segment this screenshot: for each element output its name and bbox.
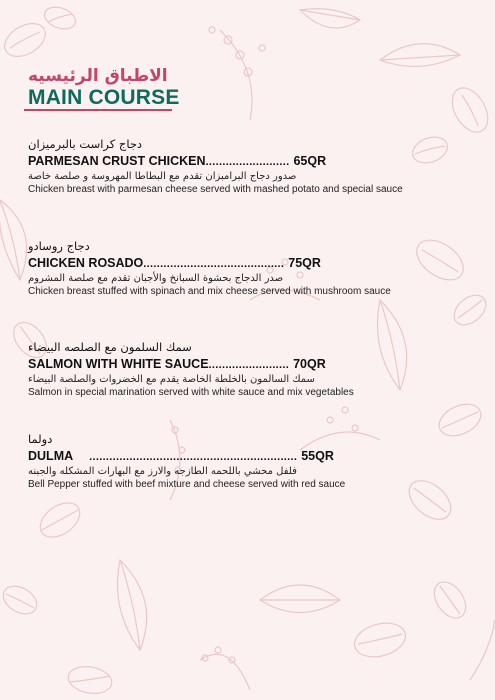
leader-dots: ........................ — [208, 359, 290, 371]
menu-item-parmesan-crust-chicken — [28, 136, 478, 197]
menu-item-dulma — [28, 431, 478, 492]
item-name: DULMA — [28, 449, 74, 463]
item-name: SALMON WITH WHITE SAUCE — [28, 357, 209, 371]
leader-dots: .............................................................. — [89, 451, 298, 463]
item-title-line — [28, 448, 478, 465]
item-name-arabic: سمك السلمون مع الصلصه البيضاء — [28, 340, 192, 354]
item-price: 75QR — [288, 256, 321, 270]
menu-item-salmon-white-sauce — [28, 339, 478, 400]
item-name-arabic: دولما — [28, 432, 53, 446]
item-name-arabic: دجاج روسادو — [28, 239, 90, 253]
item-name: PARMESAN CRUST CHICKEN — [28, 154, 206, 168]
item-title-line — [28, 153, 478, 170]
item-description: Bell Pepper stuffed with beef mixture and cheese served with red sauce — [28, 479, 346, 490]
item-description: Salmon in special marination served with white sauce and mix vegetables — [28, 387, 354, 398]
page-title: MAIN COURSE — [28, 86, 180, 109]
title-underline — [24, 109, 172, 111]
item-description-arabic: فلفل محشي باللحمه الطازجه والارز مع البهارات المشكله والجبنه — [28, 466, 297, 477]
item-description: Chicken breast with parmesan cheese served with mashed potato and special sauce — [28, 184, 403, 195]
leader-dots: .......................................... — [143, 258, 285, 270]
page-title-arabic: الاطباق الرئيسيه — [28, 66, 168, 86]
item-price: 55QR — [301, 449, 334, 463]
item-description: Chicken breast stuffed with spinach and mix cheese served with mushroom sauce — [28, 286, 391, 297]
item-name: CHICKEN ROSADO — [28, 256, 144, 270]
item-price: 70QR — [293, 357, 326, 371]
item-title-line — [28, 255, 478, 272]
item-description-arabic: صدر الدجاج بحشوة السبانخ والأجبان تقدم مع صلصة المشروم — [28, 273, 284, 284]
menu-item-chicken-rosado — [28, 238, 478, 299]
item-description-arabic: صدور دجاج البرامبزان تقدم مع البطاطا المهروسة و صلصة خاصة — [28, 171, 297, 182]
item-title-line — [28, 356, 478, 373]
item-price: 65QR — [293, 154, 327, 168]
item-name-arabic: دجاج كراست بالبرميزان — [28, 137, 143, 151]
leader-dots: ......................... — [205, 156, 290, 168]
item-description-arabic: سمك السالمون بالخلطة الخاصة يقدم مع الخضروات والصلصة البيضاء — [28, 374, 315, 385]
